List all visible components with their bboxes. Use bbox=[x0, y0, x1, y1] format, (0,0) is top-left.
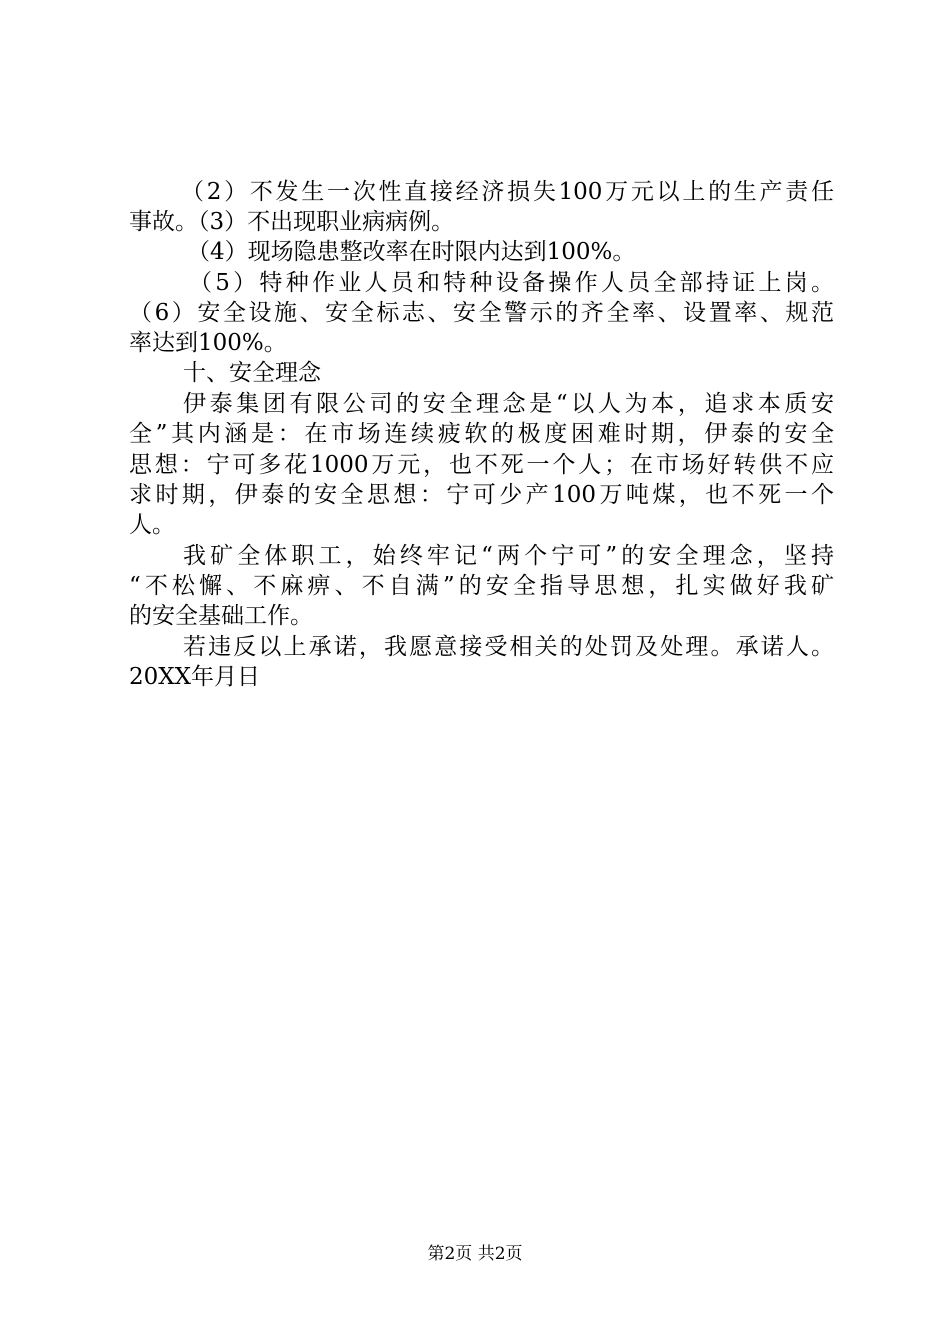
text-line-16: 若违反以上承诺，我愿意接受相关的处罚及处理。承诺人。 bbox=[183, 634, 834, 660]
text-line-1: （2）不发生一次性直接经济损失100万元以上的生产责任 bbox=[181, 179, 834, 205]
text-line-13: 我矿全体职工，始终牢记“两个宁可”的安全理念，坚持 bbox=[183, 543, 834, 569]
section-heading: 十、安全理念 bbox=[183, 360, 321, 386]
page-number-footer: 第2页 共2页 bbox=[427, 1244, 523, 1264]
text-line-12: 人。 bbox=[129, 512, 175, 538]
text-line-10: 思想：宁可多花1000万元，也不死一个人；在市场好转供不应 bbox=[129, 452, 834, 478]
text-line-14: “不松懈、不麻痹、不自满”的安全指导思想，扎实做好我矿 bbox=[129, 573, 834, 599]
text-line-3: （4）现场隐患整改率在时限内达到100%。 bbox=[187, 239, 636, 265]
text-line-15: 的安全基础工作。 bbox=[129, 603, 313, 629]
text-line-8: 伊泰集团有限公司的安全理念是“以人为本，追求本质安 bbox=[183, 391, 834, 417]
text-line-4: （5）特种作业人员和特种设备操作人员全部持证上岗。 bbox=[189, 270, 834, 296]
text-line-2: 事故。（3）不出现职业病病例。 bbox=[129, 209, 455, 235]
date-line: 20XX年月日 bbox=[129, 664, 261, 690]
text-line-5: （6）安全设施、安全标志、安全警示的齐全率、设置率、规范 bbox=[129, 300, 834, 326]
text-line-9: 全”其内涵是：在市场连续疲软的极度困难时期，伊泰的安全 bbox=[129, 421, 834, 447]
text-line-6: 率达到100%。 bbox=[129, 330, 287, 356]
text-line-11: 求时期，伊泰的安全思想：宁可少产100万吨煤，也不死一个 bbox=[129, 482, 834, 508]
